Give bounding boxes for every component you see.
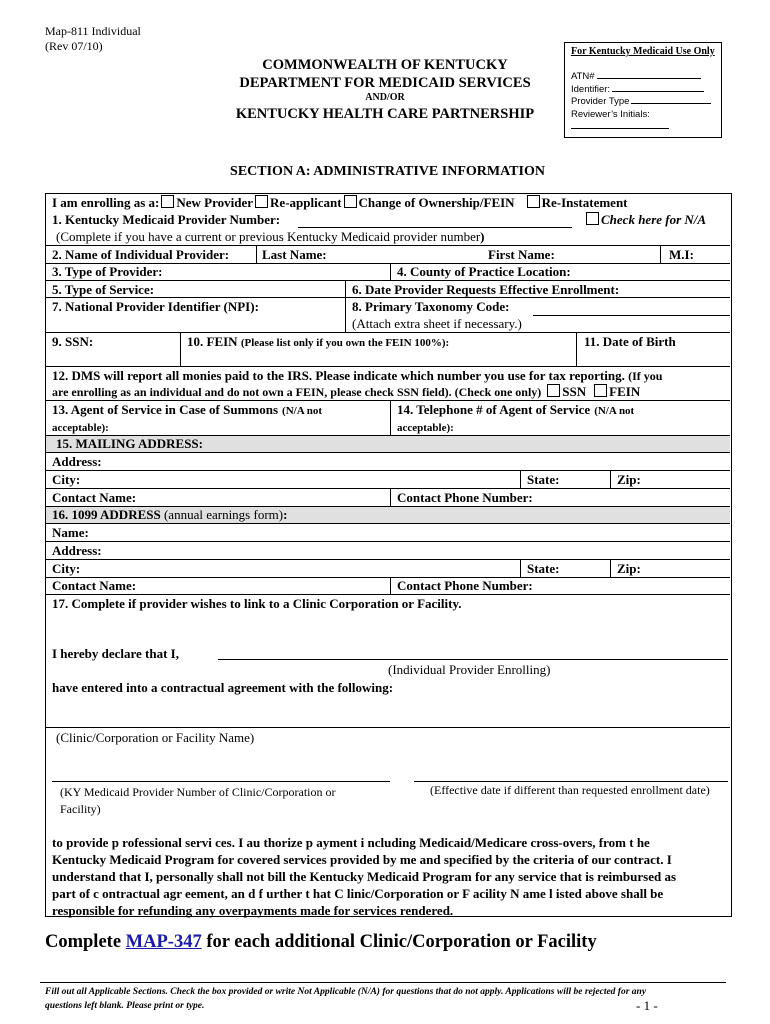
taxonomy-label[interactable]: 8. Primary Taxonomy Code: — [352, 299, 510, 314]
fein-note: (Please list only if you own the FEIN 100%): — [240, 337, 450, 349]
clinic-number-input[interactable] — [52, 781, 390, 782]
mailing-phone-label[interactable]: Contact Phone Number: — [397, 490, 533, 505]
new-provider-checkbox[interactable] — [161, 195, 174, 208]
page-number: - 1 - — [636, 998, 658, 1013]
field-12-line1 — [52, 368, 662, 384]
complete-post: for each additional Clinic/Corporation or Facility — [201, 932, 597, 952]
provider-type-label: Provider Type — [571, 96, 630, 107]
na-label: Check here for N/A — [601, 212, 707, 227]
npi-label[interactable]: 7. National Provider Identifier (NPI): — [52, 299, 259, 314]
first-name-label[interactable]: First Name: — [488, 247, 555, 262]
last-name-label[interactable]: Last Name: — [262, 247, 327, 262]
new-provider-label: New Provider — [176, 195, 254, 210]
agreement-line-1: to provide p rofessional servi ces. I au thorize p ayment i ncluding Medicaid/Medicare cross-overs, from t he — [52, 835, 650, 850]
fein-row[interactable] — [187, 334, 449, 350]
atn-field[interactable] — [597, 78, 701, 79]
re-instatement-checkbox[interactable] — [527, 195, 540, 208]
agent-phone-note2: acceptable): — [397, 422, 454, 434]
agreement-line-3: understand that I, personally shall not bill the Kentucky Medicaid Program for any service that is reimbursed as — [52, 869, 677, 884]
identifier-label: Identifier: — [571, 83, 611, 95]
declare-text: I hereby declare that I, — [52, 646, 179, 661]
reviewer-label: Reviewer’s Initials: — [571, 108, 650, 120]
address1099-phone-label[interactable]: Contact Phone Number: — [397, 578, 533, 593]
header — [190, 56, 580, 124]
re-instatement-label: Re-Instatement — [541, 195, 628, 210]
effective-date-caption: (Effective date if different than requested enrollment date) — [430, 783, 710, 797]
agreement-line-2: Kentucky Medicaid Program for covered services provided by me and specified by the criteria of our contract. I — [52, 852, 672, 867]
agent-phone-label: 14. Telephone # of Agent of Service — [397, 402, 591, 417]
field-1-note-close: ) — [480, 229, 485, 244]
org-dms: DEPARTMENT FOR MEDICAID SERVICES — [239, 75, 531, 91]
clinic-link-title: 17. Complete if provider wishes to link to a Clinic Corporation or Facility. — [52, 596, 462, 611]
entered-text: have entered into a contractual agreement with the following: — [52, 680, 394, 695]
agreement-line-4: part of c ontractual agr eement, an d f urther t hat C linic/Corporation or F acility N ame l isted above shall be — [52, 886, 664, 901]
field-12-line2 — [52, 384, 640, 400]
county-label[interactable]: 4. County of Practice Location: — [397, 264, 571, 279]
footer — [45, 985, 735, 1013]
field-12-text: 12. DMS will report all monies paid to the IRS. Please indicate which number you use for tax reporting. — [52, 368, 625, 383]
na-checkbox[interactable] — [586, 212, 599, 225]
mailing-zip-label[interactable]: Zip: — [617, 472, 641, 487]
map-347-link[interactable]: MAP-347 — [125, 932, 202, 952]
form-id — [45, 24, 141, 54]
address1099-title — [52, 507, 287, 523]
ssn-option-label: SSN — [562, 384, 587, 399]
field-12-instruction: are enrolling as an individual and do not own a FEIN, please check SSN field). (Check one only) — [52, 385, 542, 399]
complete-map347 — [45, 932, 597, 953]
enroll-row — [52, 195, 628, 211]
dob-label[interactable]: 11. Date of Birth — [584, 334, 676, 349]
agent-of-service[interactable] — [52, 402, 322, 436]
ssn-checkbox[interactable] — [547, 384, 560, 397]
clinic-name-caption: (Clinic/Corporation or Facility Name) — [56, 730, 255, 745]
type-of-provider-label[interactable]: 3. Type of Provider: — [52, 264, 163, 279]
type-of-service-label[interactable]: 5. Type of Service: — [52, 282, 155, 297]
form-number: Map-811 Individual — [45, 24, 141, 38]
reviewer-field[interactable] — [571, 128, 669, 129]
clinic-number-caption — [60, 784, 336, 818]
form-revision: (Rev 07/10) — [45, 39, 103, 53]
field-1-label: 1. Kentucky Medicaid Provider Number: — [52, 212, 281, 227]
change-ownership-checkbox[interactable] — [344, 195, 357, 208]
address1099-title-main: 16. 1099 ADDRESS — [52, 507, 161, 522]
complete-pre: Complete — [45, 932, 126, 952]
mailing-title: 15. MAILING ADDRESS: — [56, 436, 203, 451]
address1099-city-label[interactable]: City: — [52, 561, 81, 576]
atn-label: ATN# — [571, 71, 595, 82]
effective-date-input[interactable] — [414, 781, 728, 782]
address1099-zip-label[interactable]: Zip: — [617, 561, 641, 576]
agent-note1: (N/A not — [282, 405, 323, 417]
ssn-label[interactable]: 9. SSN: — [52, 334, 94, 349]
address1099-name-label[interactable]: Name: — [52, 525, 89, 540]
agent-label: 13. Agent of Service in Case of Summons — [52, 402, 279, 417]
field-1-note-text: (Complete if you have a current or previous Kentucky Medicaid provider number — [56, 229, 481, 244]
identifier-field[interactable] — [612, 91, 704, 92]
provider-enrolling-input[interactable] — [218, 659, 728, 660]
field-1-note — [56, 229, 485, 245]
taxonomy-note-text: (Attach extra sheet if necessary.) — [352, 316, 522, 331]
field-2-label: 2. Name of Individual Provider: — [52, 247, 230, 262]
section-title: SECTION A: ADMINISTRATIVE INFORMATION — [230, 164, 545, 179]
agreement-paragraph — [52, 834, 725, 919]
fein-option-label: FEIN — [609, 384, 641, 399]
re-applicant-checkbox[interactable] — [255, 195, 268, 208]
mailing-city-label[interactable]: City: — [52, 472, 81, 487]
agent-phone[interactable] — [397, 402, 634, 436]
enroll-label: I am enrolling as a: — [52, 195, 160, 210]
mailing-address-label[interactable]: Address: — [52, 454, 102, 469]
taxonomy-input[interactable] — [533, 315, 730, 316]
footer-line-1: Fill out all Applicable Sections. Check the box provided or write Not Applicable (N/A) for questions that do not apply. Applications will be rejected for any — [45, 987, 647, 997]
footer-line-2: questions left blank. Please print or type. — [45, 1001, 205, 1011]
clinic-number-caption-2: Facility) — [60, 802, 101, 816]
address1099-contact-label[interactable]: Contact Name: — [52, 578, 137, 593]
enrolling-caption: (Individual Provider Enrolling) — [388, 662, 551, 677]
field-12-text-b: (If you — [628, 369, 663, 383]
address1099-state-label[interactable]: State: — [527, 561, 560, 576]
change-ownership-label: Change of Ownership/FEIN — [358, 195, 515, 210]
re-applicant-label: Re-applicant — [270, 195, 342, 210]
provider-number-input[interactable] — [298, 227, 572, 228]
effective-date-label[interactable]: 6. Date Provider Requests Effective Enrollment: — [352, 282, 620, 297]
org-commonwealth: COMMONWEALTH OF KENTUCKY — [262, 57, 508, 73]
address1099-title-colon: : — [283, 507, 288, 522]
address1099-title-note: (annual earnings form) — [163, 507, 284, 522]
clinic-number-caption-1: (KY Medicaid Provider Number of Clinic/Corporation or — [60, 785, 336, 799]
mailing-state-label[interactable]: State: — [527, 472, 560, 487]
mailing-contact-label[interactable]: Contact Name: — [52, 490, 137, 505]
and-or: AND/OR — [365, 92, 405, 103]
footer-rule — [40, 982, 726, 983]
agent-note2: acceptable): — [52, 422, 109, 434]
taxonomy-note — [352, 316, 522, 332]
fein-checkbox[interactable] — [594, 384, 607, 397]
provider-type-field[interactable] — [631, 103, 711, 104]
fein-label: 10. FEIN — [187, 334, 238, 349]
agent-phone-note1: (N/A not — [594, 405, 635, 417]
agreement-line-5: responsible for refunding any overpayments made for services rendered. — [52, 903, 454, 918]
na-row — [584, 212, 706, 228]
org-khcp: KENTUCKY HEALTH CARE PARTNERSHIP — [235, 106, 535, 122]
address1099-address-label[interactable]: Address: — [52, 543, 102, 558]
medicaid-use-box — [564, 42, 722, 138]
use-box-title: For Kentucky Medicaid Use Only — [571, 46, 715, 57]
mi-label[interactable]: M.I: — [669, 247, 694, 262]
